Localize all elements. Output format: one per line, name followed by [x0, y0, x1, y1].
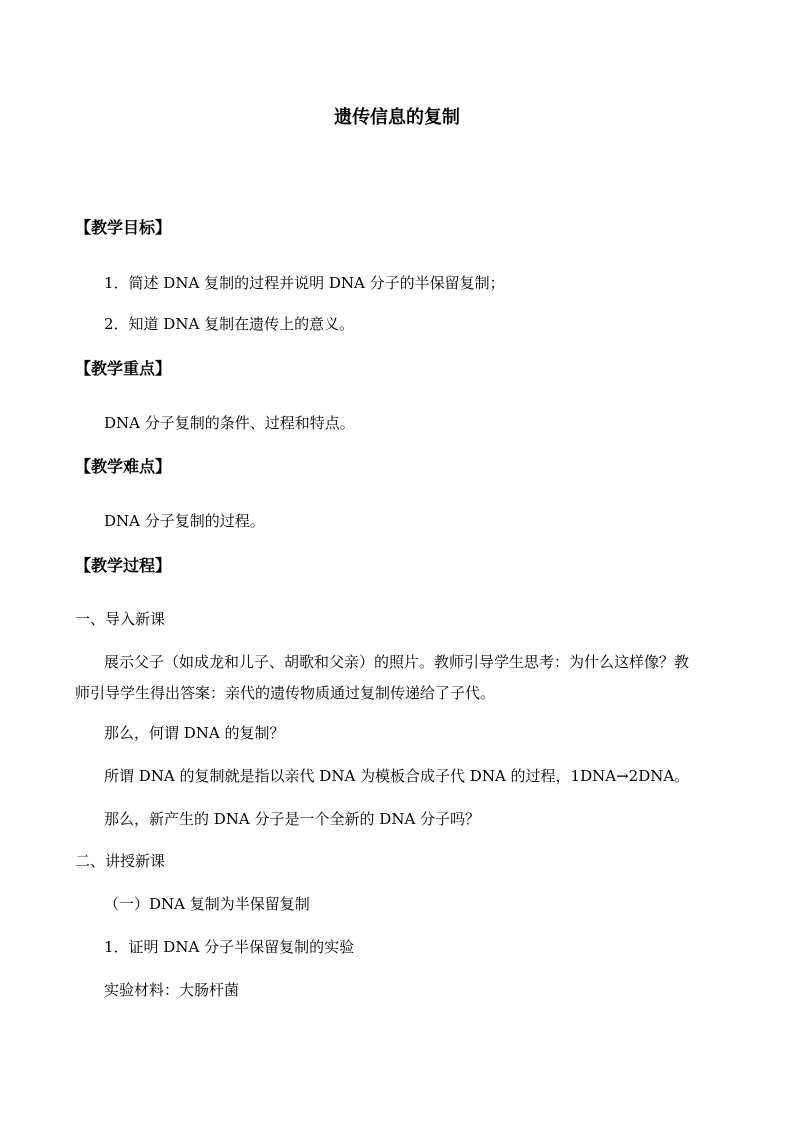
- part1-heading: 一、导入新课: [75, 610, 166, 628]
- part2-sub1-item1: 1．证明 DNA 分子半保留复制的实验: [104, 938, 355, 956]
- heading-process: 【教学过程】: [75, 556, 172, 575]
- part2-heading: 二、讲授新课: [75, 852, 166, 870]
- heading-key-points: 【教学重点】: [75, 359, 172, 378]
- part2-sub1: （一）DNA 复制为半保留复制: [104, 895, 310, 913]
- part2-material: 实验材料：大肠杆菌: [104, 981, 240, 999]
- part1-para1-line2: 师引导学生得出答案：亲代的遗传物质通过复制传递给了子代。: [75, 684, 496, 702]
- objective-item-2: 2．知道 DNA 复制在遗传上的意义。: [104, 315, 355, 333]
- part1-para2: 那么，何谓 DNA 的复制？: [104, 724, 285, 742]
- difficulties-text: DNA 分子复制的过程。: [104, 512, 265, 530]
- key-points-text: DNA 分子复制的条件、过程和特点。: [104, 414, 355, 432]
- heading-objectives: 【教学目标】: [75, 218, 172, 237]
- part1-para4: 那么，新产生的 DNA 分子是一个全新的 DNA 分子吗？: [104, 810, 481, 828]
- part1-para1-line1: 展示父子（如成龙和儿子、胡歌和父亲）的照片。教师引导学生思考：为什么这样像？教: [104, 653, 690, 671]
- objective-item-1: 1．简述 DNA 复制的过程并说明 DNA 分子的半保留复制；: [104, 274, 505, 292]
- part1-para3: 所谓 DNA 的复制就是指以亲代 DNA 为模板合成子代 DNA 的过程，1DNA→2DNA。: [104, 767, 690, 785]
- heading-difficulties: 【教学难点】: [75, 457, 172, 476]
- document-title: 遗传信息的复制: [334, 107, 460, 128]
